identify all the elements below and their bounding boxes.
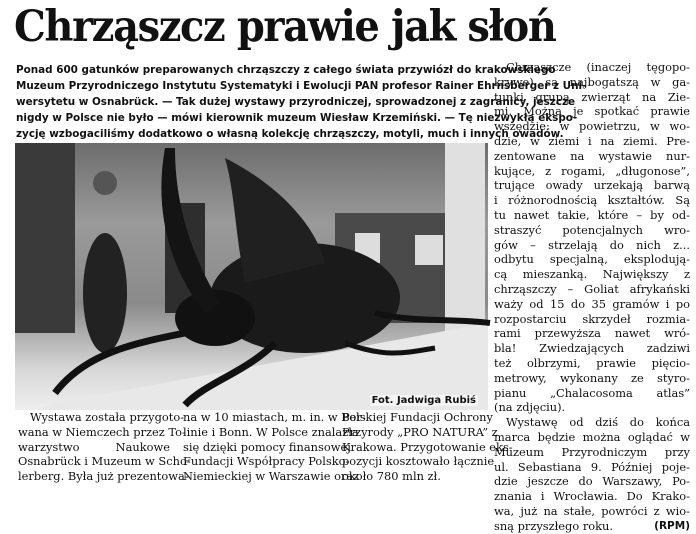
text-line: odbytu specjalną, eksplodują- bbox=[494, 252, 690, 267]
text-line: Muzeum Przyrodniczego Instytutu Systematyki i Ewolucji PAN profesor Rainer Ehrnsberger z Uni- bbox=[16, 80, 587, 92]
text-line: wszędzie: w powietrzu, w wo- bbox=[494, 119, 690, 134]
text-line: Polskiej Fundacji Ochrony bbox=[342, 410, 493, 424]
text-line: Muzeum Przyrodniczym przy bbox=[494, 444, 690, 459]
text-line: (na zdjęciu). bbox=[494, 400, 566, 415]
text-line: gów – strzelają do nich z... bbox=[494, 237, 690, 252]
text-line: i różnorodnością kształtów. Są bbox=[494, 193, 690, 208]
text-line: Wystawę od dziś do końca bbox=[506, 415, 690, 430]
text-line: kujące, z rogami, „długonose”, bbox=[494, 163, 690, 178]
lead-paragraph bbox=[16, 62, 587, 142]
text-line: Ponad 600 gatunków preparowanych chrząszczy z całego świata przywiózł do krakowskiego bbox=[16, 64, 556, 76]
text-line: chrząszczy – Goliat afrykański bbox=[494, 281, 690, 296]
text-line: Fundacji Współpracy Polsko- bbox=[183, 454, 350, 469]
beetle-model-image bbox=[15, 143, 488, 410]
text-line: Przyrody „PRO NATURA” z bbox=[342, 424, 498, 439]
text-line: Niemieckiej w Warszawie oraz bbox=[183, 469, 360, 484]
text-line: Krakowa. Przygotowanie eks- bbox=[342, 439, 513, 454]
text-line: bla! Zwiedzających zadziwi bbox=[494, 341, 690, 356]
text-line: też olbrzymi, prawie pięcio- bbox=[494, 355, 690, 370]
text-line: pianu „Chalacosoma atlas” bbox=[494, 385, 690, 400]
text-line: znania i Wrocławia. Do Krako- bbox=[494, 489, 690, 504]
text-line: waży od 15 do 35 gramów i po bbox=[494, 296, 690, 311]
text-line: około 780 mln zł. bbox=[342, 469, 441, 484]
text-line: rami przewyższa nawet wró- bbox=[494, 326, 690, 341]
text-line: mi. Można je spotkać prawie bbox=[494, 104, 690, 119]
bottom-column-1 bbox=[18, 410, 191, 484]
headline: Chrząszcz prawie jak słoń bbox=[14, 2, 556, 52]
text-line: krywe) są najbogatszą w ga- bbox=[494, 74, 690, 89]
text-line: warzystwo Naukowe bbox=[18, 439, 170, 454]
text-line: metrowy, wykonany ze styro- bbox=[494, 370, 690, 385]
bottom-column-2 bbox=[183, 410, 366, 484]
text-line: nigdy w Polsce nie było — mówi kierownik muzeum Wiesław Krzemiński. — Tę niezwykłą ekspo- bbox=[16, 112, 578, 124]
text-line: straszyć potencjalnych wro- bbox=[494, 222, 690, 237]
text-line: wana w Niemczech przez To- bbox=[18, 424, 186, 439]
text-line: lerberg. Była już prezentowa- bbox=[18, 469, 189, 484]
text-line: marca będzie można oglądać w bbox=[494, 429, 690, 444]
text-line: linie i Bonn. W Polsce znalazła bbox=[183, 424, 359, 439]
text-line: sną przyszłego roku. (RPM) bbox=[494, 518, 690, 533]
text-line: cą mieszanką. Największy z bbox=[494, 267, 690, 282]
photo-credit: Fot. Jadwiga Rubiś bbox=[371, 395, 476, 406]
text-line: ul. Sebastiana 9. Później poje- bbox=[494, 459, 690, 474]
text-line: trujące owady urzekają barwą bbox=[494, 178, 690, 193]
text-line: Osnabrück i Muzeum w Scho- bbox=[18, 454, 191, 469]
text-line: na w 10 miastach, m. in. w Ber- bbox=[183, 410, 366, 424]
text-line: wersytetu w Osnabrück. — Tak dużej wystawy przyrodniczej, sprowadzonej z zagranicy, jeszcze bbox=[16, 96, 576, 108]
text-line: dzie jeszcze do Warszawy, Po- bbox=[494, 474, 690, 489]
bottom-column-3 bbox=[342, 410, 513, 484]
text-line: tu nawet takie, które – by od- bbox=[494, 207, 690, 222]
text-line: zentowane na wystawie nur- bbox=[494, 148, 690, 163]
text-line: wa, już na stałe, powróci z wio- bbox=[494, 503, 690, 518]
text-line: dzie, w ziemi i na ziemi. Pre- bbox=[494, 133, 690, 148]
text-line: zycję wzbogaciliśmy dodatkowo o własną kolekcję chrząszczy, motyli, much i innych owadów. bbox=[16, 128, 564, 140]
text-line: Wystawa została przygoto- bbox=[30, 410, 185, 424]
text-line: się dzięki pomocy finansowej bbox=[183, 439, 351, 454]
right-column-text bbox=[494, 60, 690, 534]
beetle-photo bbox=[15, 143, 488, 410]
text-line: pozycji kosztowało łącznie bbox=[342, 454, 495, 469]
text-line: rozpostarciu skrzydeł rozmia- bbox=[494, 311, 690, 326]
text-line: Chrząszcze (inaczej tęgopo- bbox=[506, 60, 690, 74]
text-line: tunki grupą zwierząt na Zie- bbox=[494, 89, 690, 104]
author-signature: (RPM) bbox=[654, 519, 690, 532]
